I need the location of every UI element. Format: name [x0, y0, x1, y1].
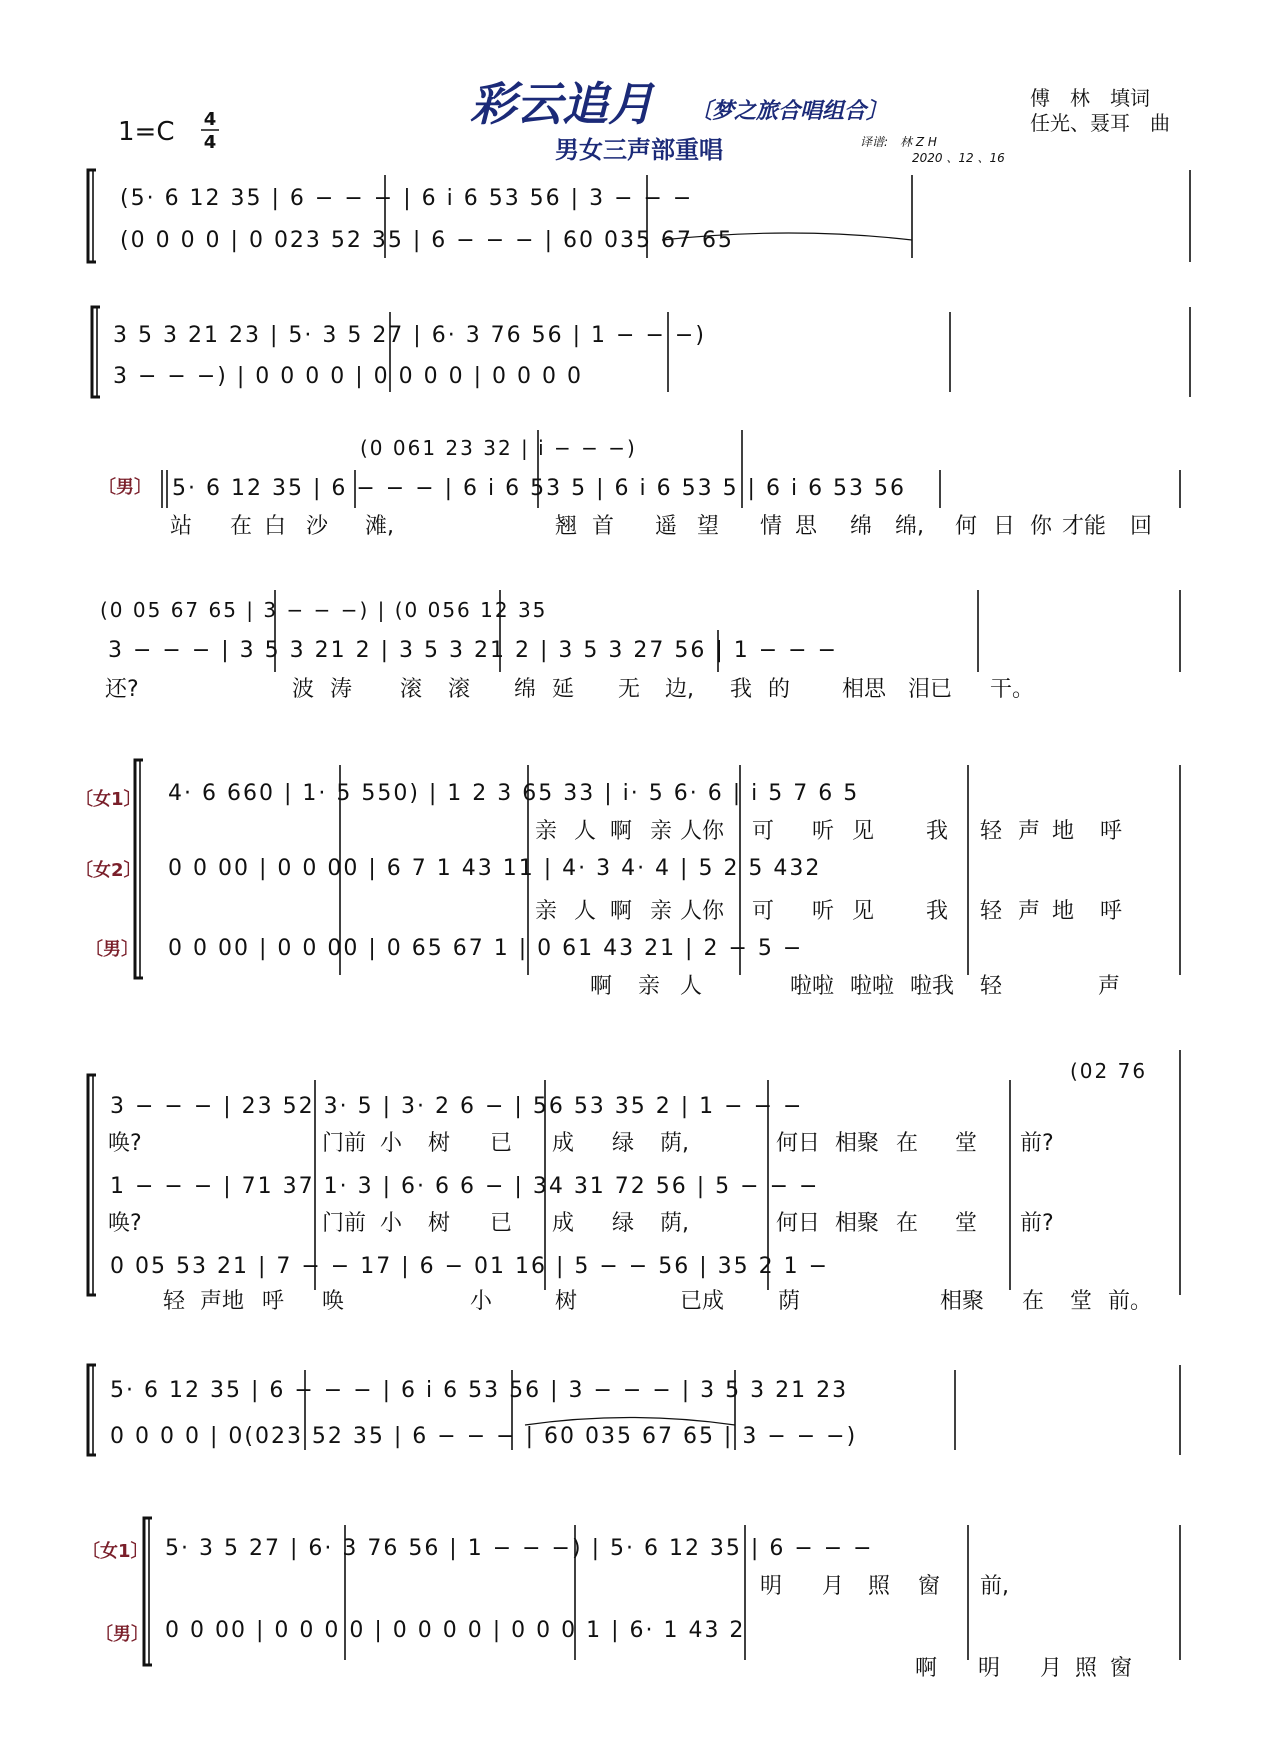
lyric: 啊: [610, 819, 633, 844]
lyric: 已: [490, 1211, 513, 1236]
voice-label-female2: 〔女2〕: [75, 860, 142, 881]
lyric-line: [108, 1131, 1054, 1156]
lyric: 首: [592, 514, 615, 539]
lyric: 泪已: [908, 677, 953, 702]
lyric: 翘: [555, 514, 578, 539]
lyric: 树: [555, 1289, 578, 1314]
lyric: 你: [1030, 514, 1053, 539]
lyric: 干。: [990, 677, 1035, 702]
lyric: 声: [1018, 819, 1041, 844]
lyric: 人你: [680, 899, 725, 924]
lyric: 照: [1075, 1656, 1098, 1681]
lyric: 何日: [776, 1211, 821, 1236]
lyric: 相思: [842, 677, 887, 702]
lyric-line: [535, 819, 1122, 844]
lyric: 唤?: [108, 1211, 142, 1236]
lyric: 轻: [980, 899, 1003, 924]
lyric: 相聚: [835, 1131, 880, 1156]
system-8: [82, 1518, 1180, 1681]
lyric: 轻: [980, 974, 1003, 999]
system-5: [75, 760, 1180, 999]
lyric: 人: [574, 819, 597, 844]
key-signature: 1=C: [118, 117, 175, 147]
notes-row: 0 0 00 | 0 0 00 | 0 65 67 1 | 0 61 43 21 | 2 − 5 −: [168, 936, 804, 961]
lyric: 站: [170, 514, 193, 539]
lyric: 明: [978, 1656, 1001, 1681]
song-title: 彩云追月: [470, 77, 654, 131]
upper-voice-notes: (0 061 23 32 | i − − −): [360, 436, 637, 460]
lyric: 啊: [915, 1656, 938, 1681]
lyric: 成: [552, 1131, 575, 1156]
lyric: 我: [730, 677, 753, 702]
lyric: 在: [1022, 1289, 1045, 1314]
lyric: 边,: [665, 677, 694, 702]
notes-row: 1 − − − | 71 37 1· 3 | 6· 6 6 − | 34 31 72 56 | 5 − − −: [110, 1174, 820, 1199]
notes-row: 5· 6 12 35 | 6 − − − | 6 i 6 53 56 | 3 − − − | 3 5 3 21 23: [110, 1378, 849, 1403]
lyric: 亲: [650, 819, 673, 844]
notes-row: 3 − − −) | 0 0 0 0 | 0 0 0 0 | 0 0 0 0: [113, 364, 583, 389]
performer-group: 〔梦之旅合唱组合〕: [690, 99, 889, 124]
lyric: 荫,: [660, 1131, 689, 1156]
upper-voice-notes: (0 05 67 65 | 3 − − −) | (0 056 12 35: [100, 598, 548, 622]
lyric: 的: [768, 677, 791, 702]
lyric: 声: [1018, 899, 1041, 924]
lyric: 望: [697, 514, 720, 539]
lyric: 绵,: [895, 514, 924, 539]
lyric: 树: [428, 1131, 451, 1156]
system-4: [100, 590, 1180, 702]
lyric: 绿: [612, 1211, 635, 1236]
system-3: [98, 430, 1180, 539]
voice-label-male: 〔男〕: [85, 939, 139, 960]
lyric: 波: [292, 677, 315, 702]
lyric: 见: [852, 899, 875, 924]
lyric: 涛: [330, 677, 353, 702]
lyric: 思: [795, 514, 818, 539]
lyric: 已成: [680, 1289, 725, 1314]
lyric: 堂: [1070, 1289, 1093, 1314]
lyric: 我: [926, 819, 949, 844]
lyricist-credit: 傅 林 填词: [1030, 86, 1150, 110]
notes-row: 3 − − − | 23 52 3· 5 | 3· 2 6 − | 56 53 35 2 | 1 − − −: [110, 1094, 804, 1119]
lyric: 啊: [610, 899, 633, 924]
lyric: 荫,: [660, 1211, 689, 1236]
notes-row: 3 − − − | 3 5 3 21 2 | 3 5 3 21 2 | 3 5 3 27 56 | 1 − − −: [108, 638, 839, 663]
voice-label-male: 〔男〕: [98, 477, 152, 498]
lyric: 月: [822, 1574, 845, 1599]
subtitle: 男女三声部重唱: [555, 136, 723, 164]
notes-row: (0 0 0 0 | 0 023 52 35 | 6 − − − | 60 035 67 65: [120, 228, 734, 253]
lyric: 小: [380, 1131, 403, 1156]
notes-row: 5· 3 5 27 | 6· 3 76 56 | 1 − − −) | 5· 6 12 35 | 6 − − −: [165, 1536, 874, 1561]
lyric: 呼: [1100, 819, 1123, 844]
lyric: 窗: [918, 1574, 941, 1599]
lyric-line: [760, 1574, 1009, 1599]
lyric: 听: [812, 819, 835, 844]
lyric: 啦我: [910, 974, 955, 999]
lyric: 相聚: [940, 1289, 985, 1314]
lyric: 我: [926, 899, 949, 924]
lyric: 在: [230, 514, 253, 539]
system-7: [88, 1365, 1180, 1455]
notes-row: 4· 6 660 | 1· 5 550) | 1 2 3 65 33 | i· 5 6· 6 | i 5 7 6 5: [168, 781, 860, 806]
lyric: 啊: [590, 974, 613, 999]
lyric: 遥: [655, 514, 678, 539]
lyric: 人: [680, 974, 703, 999]
lyric: 在: [896, 1211, 919, 1236]
lyric: 人: [574, 899, 597, 924]
lyric: 延: [552, 677, 575, 702]
time-signature-bottom: 4: [203, 132, 217, 153]
lyric: 窗: [1110, 1656, 1133, 1681]
lyric: 回: [1130, 514, 1153, 539]
lyric-line: [163, 1289, 1152, 1314]
lyric-line: [915, 1656, 1132, 1681]
lyric: 亲: [650, 899, 673, 924]
lyric: 轻: [163, 1289, 186, 1314]
upper-voice-notes: (02 76: [1070, 1059, 1148, 1083]
lyric: 唤?: [108, 1131, 142, 1156]
transcriber-credit: 译谱: 林 Z H: [860, 135, 937, 149]
lyric: 无: [618, 677, 641, 702]
system-6: [88, 1050, 1180, 1314]
lyric: 呼: [1100, 899, 1123, 924]
lyric: 照: [868, 1574, 891, 1599]
lyric: 前,: [980, 1574, 1009, 1599]
lyric: 前?: [1020, 1211, 1054, 1236]
lyric: 声: [1098, 974, 1121, 999]
voice-label-female1: 〔女1〕: [82, 1541, 149, 1562]
lyric: 堂: [955, 1131, 978, 1156]
lyric: 沙: [306, 514, 329, 539]
lyric: 滚: [400, 677, 423, 702]
lyric-line: [170, 514, 1152, 539]
lyric: 听: [812, 899, 835, 924]
lyric-line: [590, 974, 1120, 999]
composer-credit: 任光、聂耳 曲: [1030, 111, 1170, 135]
lyric: 绵: [850, 514, 873, 539]
lyric: 相聚: [835, 1211, 880, 1236]
lyric: 地: [1052, 819, 1075, 844]
lyric: 已: [490, 1131, 513, 1156]
lyric: 地: [1052, 899, 1075, 924]
lyric: 声地: [200, 1289, 245, 1314]
lyric-line: [535, 899, 1122, 924]
time-signature-top: 4: [203, 109, 217, 130]
notes-row: 5· 6 12 35 | 6 − − − | 6 i 6 53 5 | 6 i 6 53 5 | 6 i 6 53 56: [172, 476, 907, 501]
lyric: 啦啦: [850, 974, 895, 999]
voice-label-male: 〔男〕: [95, 1624, 149, 1645]
notes-row: 0 05 53 21 | 7 − − 17 | 6 − 01 16 | 5 − − 56 | 35 2 1 −: [110, 1254, 830, 1279]
lyric: 明: [760, 1574, 783, 1599]
header: [118, 77, 1170, 165]
notes-row: 0 0 00 | 0 0 00 | 6 7 1 43 11 | 4· 3 4· 4 | 5 2 5 432: [168, 856, 822, 881]
lyric: 滩,: [365, 514, 394, 539]
lyric: 日: [993, 514, 1016, 539]
lyric: 可: [752, 899, 775, 924]
transcription-date: 2020 、12 、16: [912, 151, 1005, 165]
lyric: 啦啦: [790, 974, 835, 999]
lyric: 呼: [262, 1289, 285, 1314]
lyric: 可: [752, 819, 775, 844]
lyric: 在: [896, 1131, 919, 1156]
lyric: 何: [955, 514, 978, 539]
lyric: 亲: [535, 899, 558, 924]
lyric: 月: [1040, 1656, 1063, 1681]
lyric: 滚: [448, 677, 471, 702]
notes-row: (5· 6 12 35 | 6 − − − | 6 i 6 53 56 | 3 − − −: [120, 186, 694, 211]
notes-row: 0 0 0 0 | 0(023 52 35 | 6 − − − | 60 035 67 65 | 3 − − −): [110, 1424, 858, 1449]
lyric: 绿: [612, 1131, 635, 1156]
system-2: [92, 307, 1190, 397]
lyric: 人你: [680, 819, 725, 844]
lyric: 亲: [535, 819, 558, 844]
lyric-line: [108, 1211, 1054, 1236]
lyric: 小: [380, 1211, 403, 1236]
lyric: 还?: [105, 677, 139, 702]
lyric: 前?: [1020, 1131, 1054, 1156]
lyric: 小: [470, 1289, 493, 1314]
lyric: 堂: [955, 1211, 978, 1236]
lyric: 门前: [322, 1211, 367, 1236]
lyric: 轻: [980, 819, 1003, 844]
lyric: 成: [552, 1211, 575, 1236]
system-1: [88, 170, 1190, 262]
notes-row: 3 5 3 21 23 | 5· 3 5 27 | 6· 3 76 56 | 1 − − −): [113, 323, 706, 348]
lyric: 亲: [638, 974, 661, 999]
lyric: 荫: [778, 1289, 801, 1314]
lyric: 才能: [1062, 514, 1107, 539]
lyric: 何日: [776, 1131, 821, 1156]
lyric-line: [105, 677, 1034, 702]
lyric: 情: [760, 514, 783, 539]
lyric: 绵: [514, 677, 537, 702]
lyric: 白: [264, 514, 287, 539]
lyric: 门前: [322, 1131, 367, 1156]
lyric: 见: [852, 819, 875, 844]
notes-row: 0 0 00 | 0 0 0 0 | 0 0 0 0 | 0 0 0 1 | 6· 1 43 2: [165, 1618, 746, 1643]
lyric: 树: [428, 1211, 451, 1236]
voice-label-female1: 〔女1〕: [75, 789, 142, 810]
lyric: 前。: [1108, 1289, 1153, 1314]
lyric: 唤: [322, 1289, 345, 1314]
